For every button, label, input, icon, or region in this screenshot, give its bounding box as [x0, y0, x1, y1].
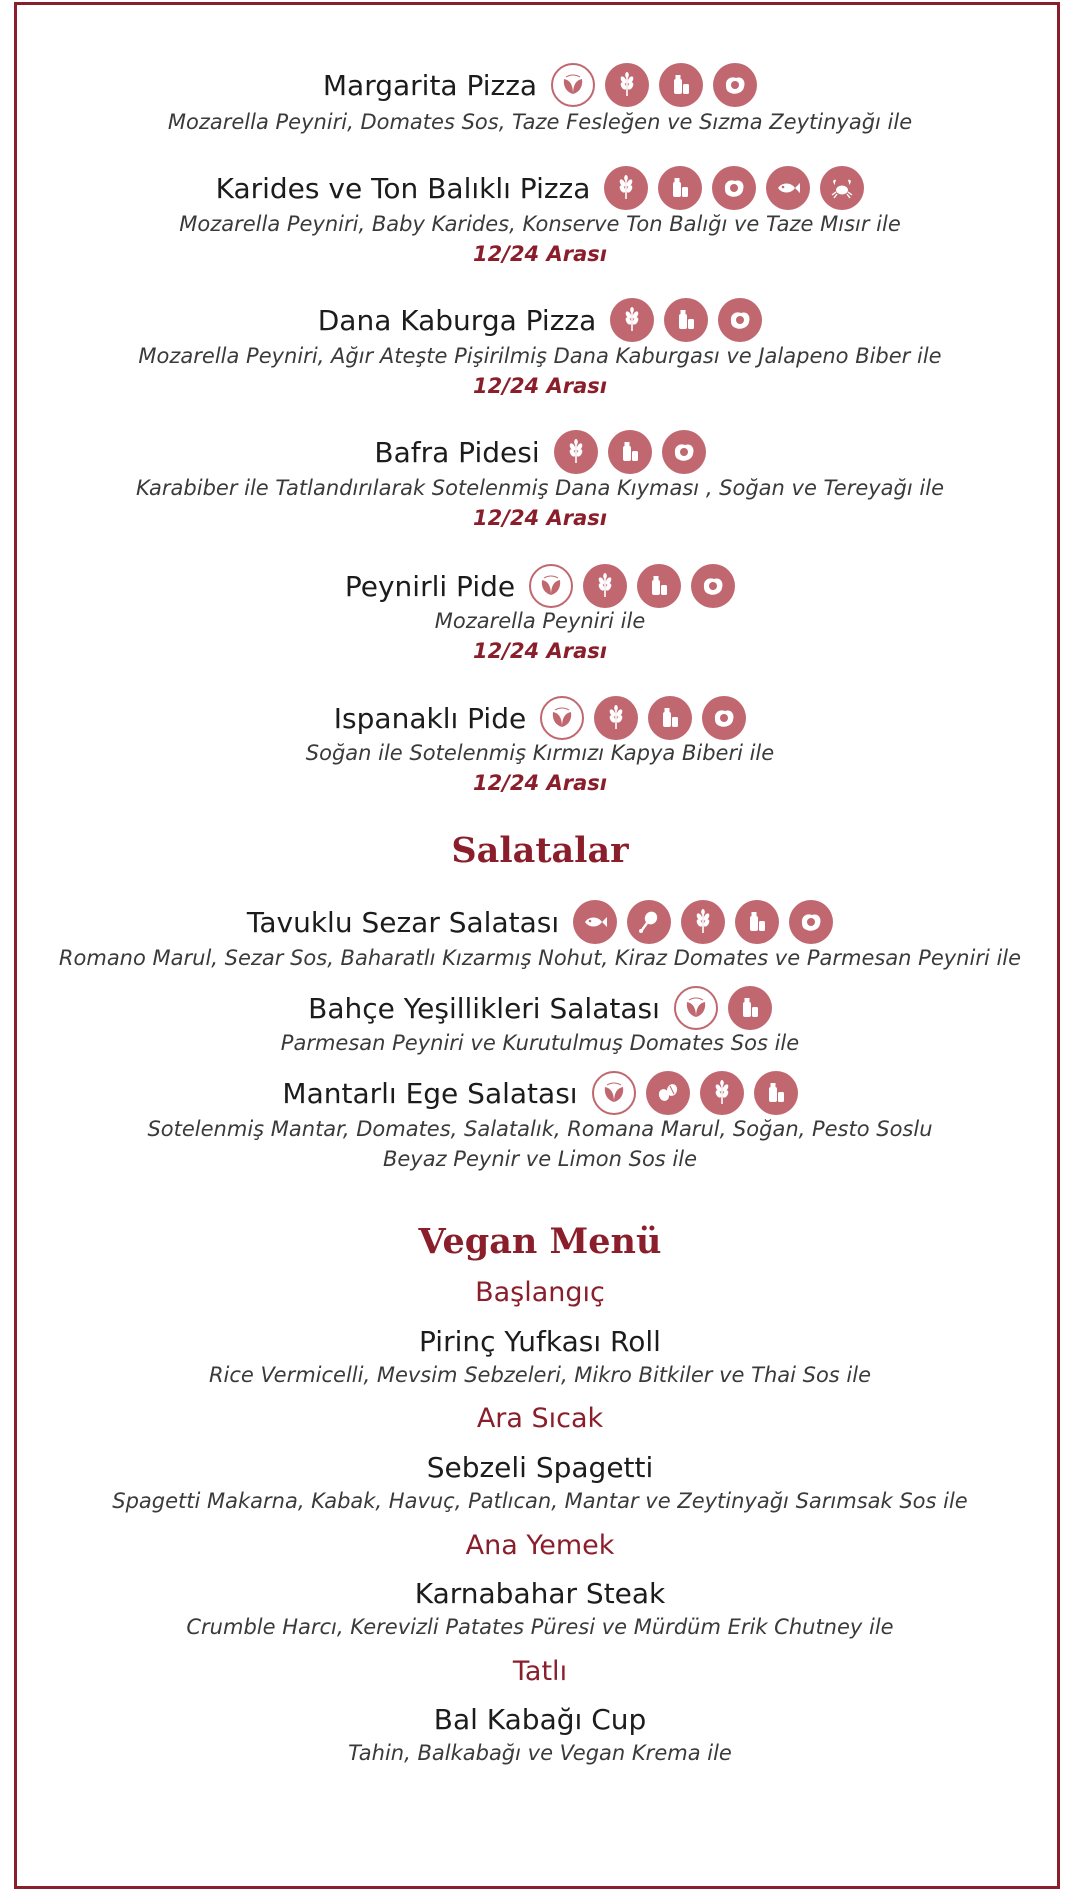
vegetarian-icon	[592, 1071, 636, 1115]
egg-icon	[691, 564, 735, 608]
allergen-icons	[664, 986, 772, 1030]
menu-item-description: Mozarella Peyniri, Baby Karides, Konserve Ton Balığı ve Taze Mısır ile	[179, 212, 901, 236]
gluten-icon	[583, 564, 627, 608]
course-title: Ana Yemek	[465, 1529, 615, 1561]
nuts-icon	[646, 1071, 690, 1115]
menu-item-title-row	[0, 429, 1080, 475]
allergen-icons	[544, 430, 706, 474]
menu-item-description: Rice Vermicelli, Mevsim Sebzeleri, Mikro Bitkiler ve Thai Sos ile	[208, 1363, 872, 1387]
dairy-icon	[664, 298, 708, 342]
gluten-icon	[605, 63, 649, 107]
allergen-icons	[541, 63, 757, 107]
dairy-icon	[608, 430, 652, 474]
menu-item-name: Pirinç Yufkası Roll	[419, 1324, 661, 1358]
menu-item-name: Bafra Pidesi	[374, 435, 540, 469]
menu-item-title-row	[0, 899, 1080, 945]
menu-item-portion: 12/24 Arası	[473, 639, 607, 663]
gluten-icon	[554, 430, 598, 474]
menu-item-title-row	[0, 695, 1080, 741]
menu-item-description: Parmesan Peyniri ve Kurutulmuş Domates Sos ile	[280, 1031, 800, 1055]
course-title: Tatlı	[512, 1655, 568, 1687]
vegetarian-icon	[551, 63, 595, 107]
dairy-icon	[754, 1071, 798, 1115]
allergen-icons	[530, 696, 746, 740]
egg-icon	[713, 63, 757, 107]
menu-item-title-row	[0, 1070, 1080, 1116]
allergen-icons	[519, 564, 735, 608]
dairy-icon	[735, 900, 779, 944]
menu-item-name: Tavuklu Sezar Salatası	[246, 905, 560, 939]
menu-item-description: Mozarella Peyniri, Ağır Ateşte Pişirilmiş Dana Kaburgası ve Jalapeno Biber ile	[138, 344, 942, 368]
egg-icon	[789, 900, 833, 944]
vegetarian-icon	[674, 986, 718, 1030]
menu-item-name: Margarita Pizza	[322, 68, 538, 102]
menu-item-description: Romano Marul, Sezar Sos, Baharatlı Kızarmış Nohut, Kiraz Domates ve Parmesan Peyniri ile	[58, 946, 1022, 970]
dairy-icon	[658, 166, 702, 210]
dairy-icon	[648, 696, 692, 740]
menu-item-description: Mozarella Peyniri ile	[434, 609, 646, 633]
menu-item-description: Mozarella Peyniri, Domates Sos, Taze Fesleğen ve Sızma Zeytinyağı ile	[167, 110, 913, 134]
menu-item-title-row	[0, 985, 1080, 1031]
menu-item-name: Bal Kabağı Cup	[433, 1702, 647, 1736]
menu-item-description-line2: Beyaz Peynir ve Limon Sos ile	[382, 1147, 697, 1171]
gluten-icon	[681, 900, 725, 944]
vegetarian-icon	[529, 564, 573, 608]
fish-icon	[766, 166, 810, 210]
menu-item-name: Dana Kaburga Pizza	[317, 303, 597, 337]
gluten-icon	[610, 298, 654, 342]
gluten-icon	[604, 166, 648, 210]
vegetarian-icon	[540, 696, 584, 740]
dairy-icon	[659, 63, 703, 107]
gluten-icon	[594, 696, 638, 740]
egg-icon	[662, 430, 706, 474]
menu-item-portion: 12/24 Arası	[473, 374, 607, 398]
menu-item-description: Karabiber ile Tatlandırılarak Sotelenmiş Dana Kıyması , Soğan ve Tereyağı ile	[136, 476, 944, 500]
menu-item-description: Tahin, Balkabağı ve Vegan Krema ile	[348, 1741, 732, 1765]
menu-item-description: Sotelenmiş Mantar, Domates, Salatalık, Romana Marul, Soğan, Pesto Soslu	[147, 1117, 933, 1141]
menu-item-title-row	[0, 62, 1080, 108]
allergen-icons	[600, 298, 762, 342]
course-title: Ara Sıcak	[476, 1402, 604, 1434]
allergen-icons	[563, 900, 833, 944]
menu-item-name: Peynirli Pide	[344, 569, 516, 603]
allergen-icons	[594, 166, 864, 210]
menu-item-name: Mantarlı Ege Salatası	[282, 1076, 578, 1110]
menu-item-name: Ispanaklı Pide	[333, 701, 527, 735]
egg-icon	[712, 166, 756, 210]
allergen-icons	[582, 1071, 798, 1115]
egg-icon	[718, 298, 762, 342]
egg-icon	[702, 696, 746, 740]
menu-item-description: Soğan ile Sotelenmiş Kırmızı Kapya Biberi ile	[305, 741, 775, 765]
menu-item-description: Spagetti Makarna, Kabak, Havuç, Patlıcan, Mantar ve Zeytinyağı Sarımsak Sos ile	[112, 1489, 968, 1513]
menu-item-portion: 12/24 Arası	[473, 506, 607, 530]
menu-item-title-row	[0, 165, 1080, 211]
menu-item-portion: 12/24 Arası	[473, 771, 607, 795]
menu-item-title-row	[0, 563, 1080, 609]
menu-item-name: Karnabahar Steak	[414, 1576, 666, 1610]
menu-item-portion: 12/24 Arası	[473, 242, 607, 266]
crustacean-icon	[820, 166, 864, 210]
menu-item-name: Bahçe Yeşillikleri Salatası	[308, 991, 660, 1025]
gluten-icon	[700, 1071, 744, 1115]
dairy-icon	[728, 986, 772, 1030]
menu-item-title-row	[0, 297, 1080, 343]
menu-item-name: Karides ve Ton Balıklı Pizza	[215, 171, 591, 205]
section-title-vegan: Vegan Menü	[418, 1220, 662, 1262]
fish-icon	[573, 900, 617, 944]
menu-item-description: Crumble Harcı, Kerevizli Patates Püresi ve Mürdüm Erik Chutney ile	[186, 1615, 894, 1639]
dairy-icon	[637, 564, 681, 608]
meat-icon	[627, 900, 671, 944]
menu-item-name: Sebzeli Spagetti	[426, 1450, 654, 1484]
course-title: Başlangıç	[475, 1276, 605, 1308]
section-title-salads: Salatalar	[451, 829, 629, 871]
